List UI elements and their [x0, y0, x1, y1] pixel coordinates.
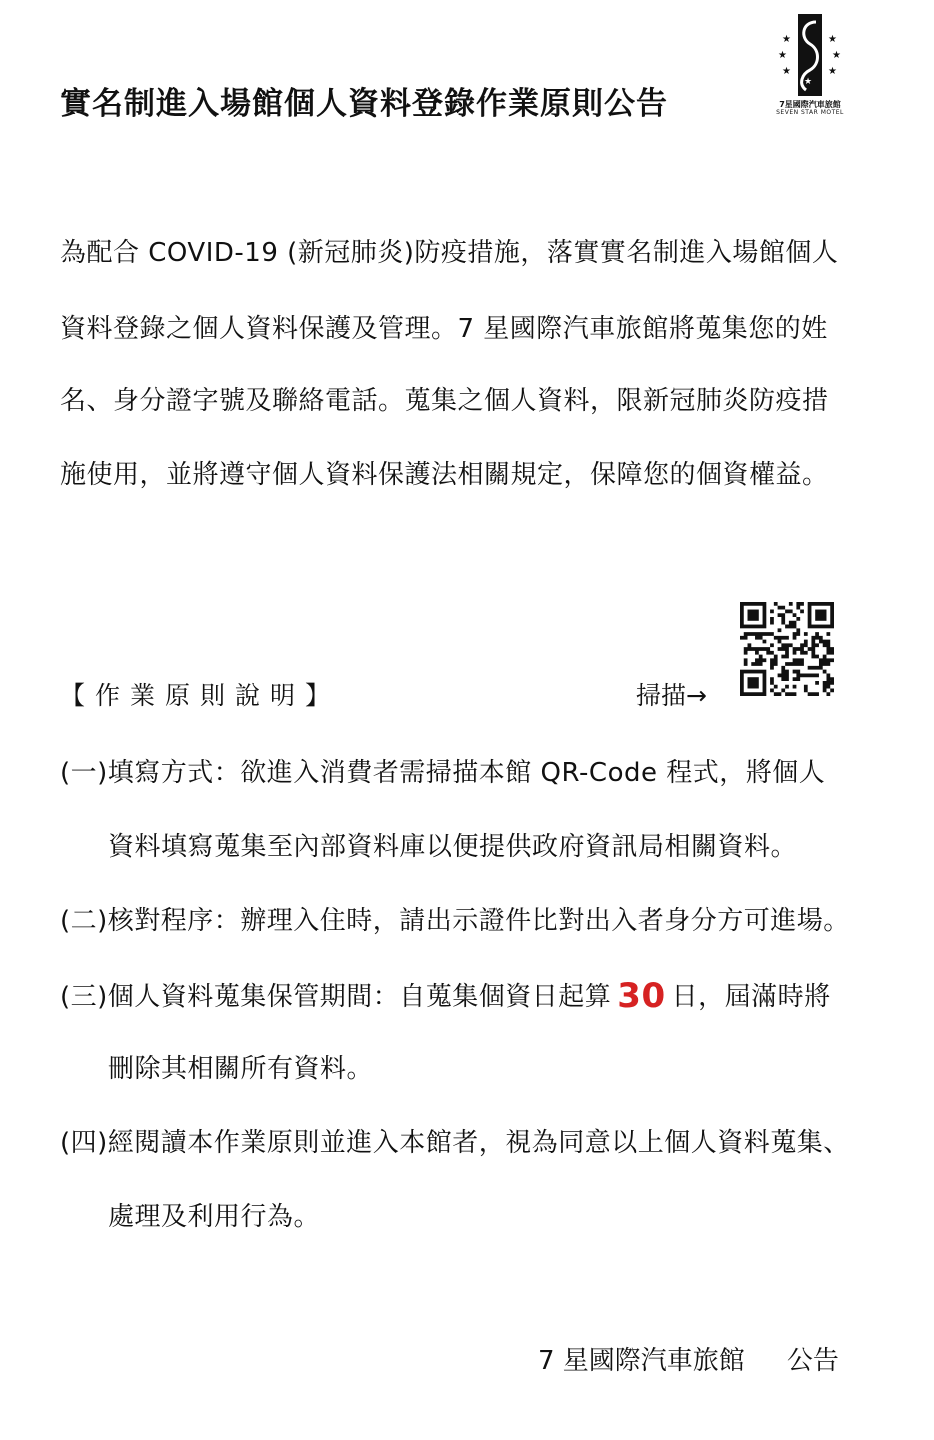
hotel-logo — [776, 12, 844, 124]
svg-text:★: ★ — [828, 34, 837, 45]
svg-text:★: ★ — [828, 66, 837, 77]
retention-days: 30 — [617, 976, 666, 1016]
item-three-text-before: (三)個人資料蒐集保管期間：自蒐集個資日起算 — [60, 982, 612, 1012]
section-heading: 【作業原則說明】 — [60, 681, 341, 710]
item-one-line-1: (一)填寫方式：欲進入消費者需掃描本館 QR-Code 程式，將個人 — [60, 758, 826, 788]
page-title: 實名制進入場館個人資料登錄作業原則公告 — [60, 86, 668, 122]
intro-line-3: 名、身分證字號及聯絡電話。蒐集之個人資料，限新冠肺炎防疫措 — [60, 386, 829, 416]
svg-text:★: ★ — [832, 50, 841, 61]
qr-code-icon[interactable] — [740, 602, 834, 696]
intro-line-4: 施使用，並將遵守個人資料保護法相關規定，保障您的個資權益。 — [60, 460, 829, 490]
scan-label: 掃描→ — [636, 681, 707, 710]
item-four-line-2: 處理及利用行為。 — [108, 1202, 321, 1232]
svg-text:★: ★ — [804, 77, 813, 87]
item-four-line-1: (四)經閱讀本作業原則並進入本館者，視為同意以上個人資料蒐集、 — [60, 1128, 850, 1158]
logo-name-text: 7星國際汽車旅館 — [779, 100, 841, 109]
svg-text:★: ★ — [782, 34, 791, 45]
item-two-line-1: (二)核對程序：辦理入住時，請出示證件比對出入者身分方可進場。 — [60, 906, 850, 936]
footer-signature — [538, 1340, 839, 1377]
intro-line-2: 資料登錄之個人資料保護及管理。7 星國際汽車旅館將蒐集您的姓 — [60, 314, 828, 344]
item-three-line-1 — [60, 976, 831, 1016]
intro-line-1: 為配合 COVID-19 (新冠肺炎)防疫措施，落實實名制進入場館個人 — [60, 238, 839, 268]
qr-code-graphic — [740, 602, 834, 696]
item-three-text-after: 日，屆滿時將 — [671, 982, 831, 1012]
seven-star-logo-icon — [776, 12, 844, 98]
logo-english-text: SEVEN STAR MOTEL — [776, 109, 844, 116]
svg-text:★: ★ — [782, 66, 791, 77]
svg-text:★: ★ — [778, 50, 787, 61]
item-one-line-2: 資料填寫蒐集至內部資料庫以便提供政府資訊局相關資料。 — [108, 832, 798, 862]
item-three-line-2: 刪除其相關所有資料。 — [108, 1054, 374, 1084]
footer-notice: 公告 — [786, 1346, 839, 1376]
footer-hotel-name: 7 星國際汽車旅館 — [538, 1346, 745, 1376]
